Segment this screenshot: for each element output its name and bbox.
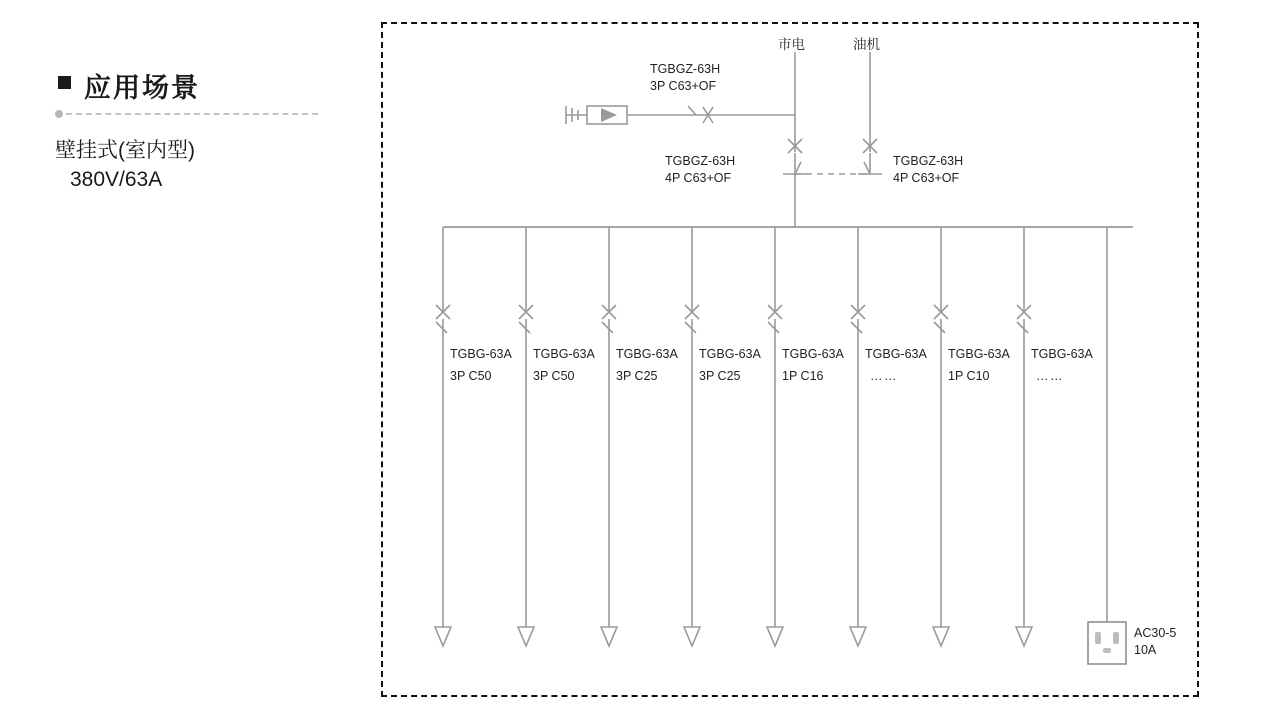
feeder-label: 3P C50	[450, 369, 492, 383]
feeder-label: ……	[870, 369, 898, 383]
mounting-type-label: 壁挂式(室内型)	[55, 139, 195, 162]
incoming-breaker-line2: 3P C63+OF	[650, 79, 717, 93]
feeder-label: TGBG-63A	[450, 347, 512, 361]
square-bullet-icon	[58, 76, 71, 89]
source-label-mains: 市电	[778, 37, 805, 52]
feeder-label: ……	[1036, 369, 1064, 383]
rating-label: 380V/63A	[70, 168, 163, 191]
source-label-generator: 油机	[853, 37, 880, 52]
transfer-breaker-left-line2: 4P C63+OF	[665, 171, 732, 185]
power-socket-icon	[1088, 622, 1126, 664]
page-title: 应用场景	[84, 73, 200, 103]
feeder-label: TGBG-63A	[865, 347, 927, 361]
feeder-label: 1P C10	[948, 369, 990, 383]
incoming-breaker-line1: TGBGZ-63H	[650, 62, 721, 76]
divider-line	[66, 113, 318, 115]
socket-label-line1: AC30-5	[1134, 626, 1177, 640]
feeder-label: 1P C16	[782, 369, 824, 383]
feeder-label: 3P C25	[699, 369, 741, 383]
left-info-panel	[0, 0, 370, 721]
feeder-label: TGBG-63A	[533, 347, 595, 361]
transfer-breaker-right-line2: 4P C63+OF	[893, 171, 960, 185]
transfer-breaker-right-line1: TGBGZ-63H	[893, 154, 964, 168]
transfer-breaker-left-line1: TGBGZ-63H	[665, 154, 736, 168]
feeder-label: TGBG-63A	[699, 347, 761, 361]
socket-label-line2: 10A	[1134, 643, 1157, 657]
feeder-label: TGBG-63A	[948, 347, 1010, 361]
feeder-label: 3P C25	[616, 369, 658, 383]
feeder-label: TGBG-63A	[616, 347, 678, 361]
feeder-label: TGBG-63A	[782, 347, 844, 361]
feeder-label: 3P C50	[533, 369, 575, 383]
divider-dot-icon	[55, 110, 63, 118]
feeder-label: TGBG-63A	[1031, 347, 1093, 361]
